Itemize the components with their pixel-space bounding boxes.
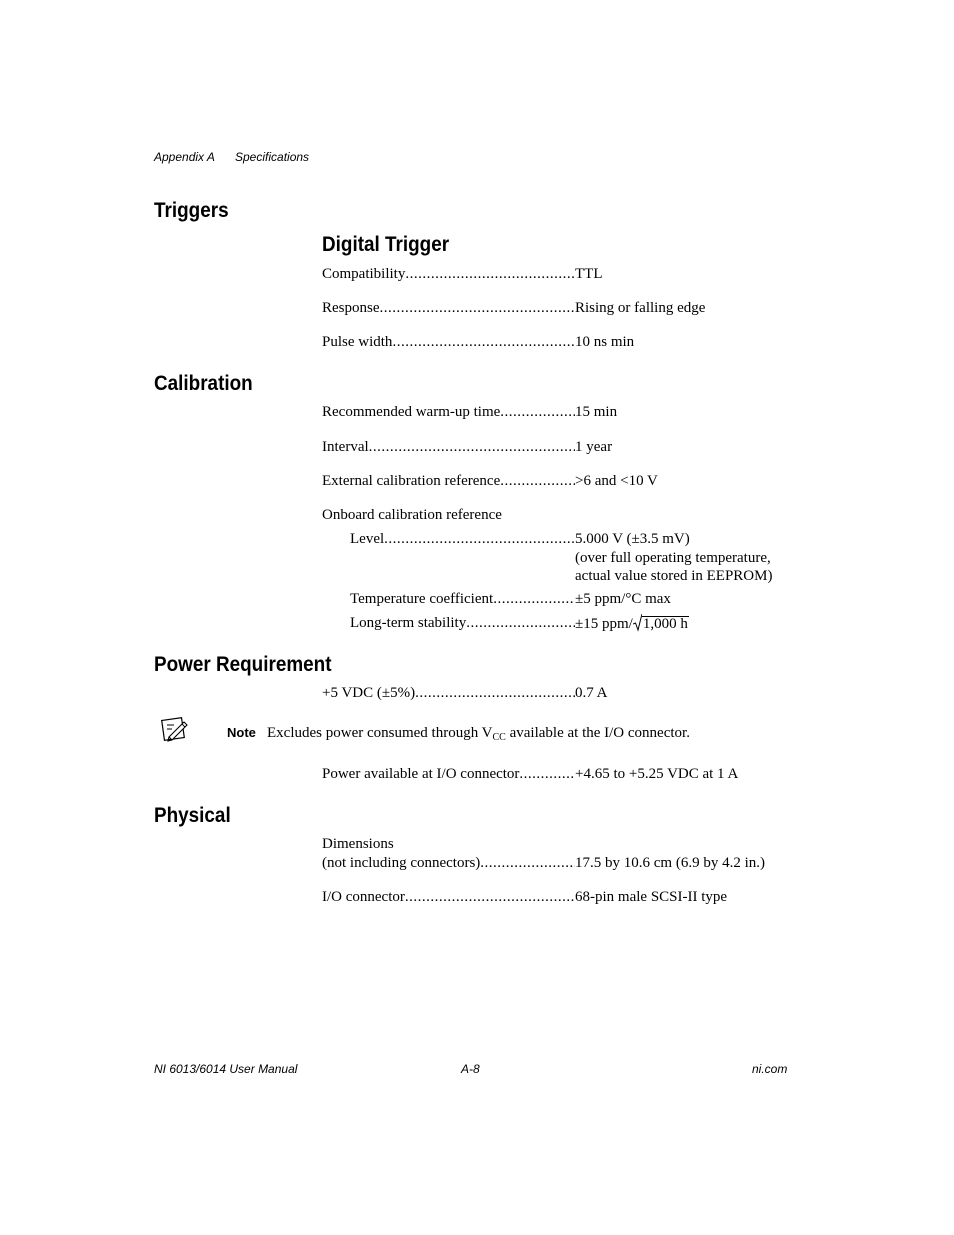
note-subscript: CC [492,732,506,743]
subsection-title-digital-trigger: Digital Trigger [322,233,450,256]
spec-label: Interval [322,439,369,455]
spec-label: Temperature coefficient [350,591,494,607]
spec-label: I/O connector [322,889,405,905]
footer-page-number: A-8 [461,1062,480,1076]
spec-value-prefix: ±15 ppm/ [575,616,633,632]
spec-value: TTL [575,266,603,282]
spec-label: Pulse width [322,334,393,350]
section-title-triggers: Triggers [154,199,229,222]
spec-value: >6 and <10 V [575,473,658,489]
spec-value: 10 ns min [575,334,635,350]
note-text [267,724,690,747]
spec-value-note: (over full operating temperature, [575,550,771,566]
spec-value: 68-pin male SCSI-II type [575,889,728,905]
note-text-after: available at the I/O connector. [505,725,690,741]
spec-value: +4.65 to +5.25 VDC at 1 A [575,766,739,782]
spec-value: 1 year [575,439,613,455]
header-appendix: Appendix A [154,150,215,164]
note-text-before: Excludes power consumed through V [267,725,493,741]
section-title-physical: Physical [154,804,231,827]
spec-value: ±5 ppm/°C max [575,591,671,607]
spec-label: Power available at I/O connector [322,766,520,782]
spec-value: 5.000 V (±3.5 mV) [575,531,690,547]
radical-sign-icon [633,614,642,632]
spec-label: Long-term stability [350,615,467,631]
footer-manual-title: NI 6013/6014 User Manual [154,1062,298,1076]
spec-group-dimensions: Dimensions [322,836,394,852]
spec-value: 0.7 A [575,685,608,701]
header-section: Specifications [235,150,310,164]
spec-label: External calibration reference [322,473,501,489]
spec-value: 17.5 by 10.6 cm (6.9 by 4.2 in.) [575,855,765,871]
spec-value: Rising or falling edge [575,300,706,316]
footer-site: ni.com [752,1062,788,1076]
spec-value: 15 min [575,404,618,420]
note-icon [160,717,190,748]
spec-group-onboard: Onboard calibration reference [322,507,502,523]
spec-label: Recommended warm-up time [322,404,501,420]
spec-label: +5 VDC (±5%) [322,685,416,701]
note-label: Note [227,725,256,740]
spec-label: Response [322,300,380,316]
section-title-power: Power Requirement [154,653,332,676]
spec-value-sqrt: 1,000 h [642,616,688,632]
spec-label: Level [350,531,385,547]
spec-value [575,614,689,633]
spec-label: Compatibility [322,266,406,282]
section-title-calibration: Calibration [154,372,253,395]
spec-value-note: actual value stored in EEPROM) [575,568,773,584]
spec-label: (not including connectors) [322,855,481,871]
